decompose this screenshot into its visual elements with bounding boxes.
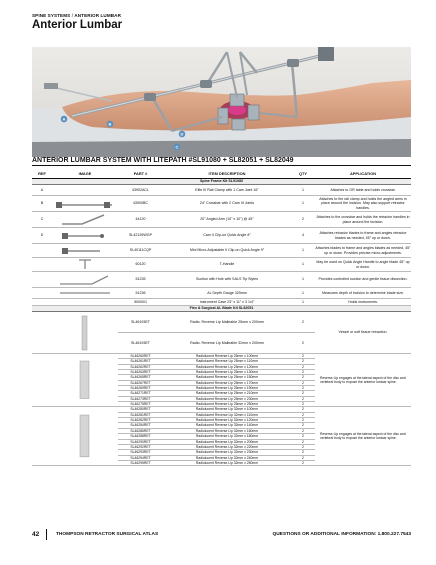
description-cell: Radiolucent Reverse Lip 32mm x 110mm — [163, 412, 291, 417]
part-cell: SL46193ET — [118, 312, 163, 333]
part-cell: SL46263RET — [118, 370, 163, 375]
breadcrumb-section[interactable]: SPINE SYSTEMS — [32, 13, 71, 18]
application-cell: Attaches blades to frame and angles blades as needed, 45° up or down. Provides precise micro-adjustments. — [315, 244, 411, 258]
description-cell: Radiolucent Reverse Lip 25mm x 210mm — [163, 391, 291, 396]
ref-cell: B — [32, 196, 52, 212]
part-cell: SL46288RET — [118, 434, 163, 439]
qty-cell: 2 — [291, 423, 315, 428]
micro-adjust-image — [52, 244, 118, 258]
reverse-lip-blade-icon — [52, 358, 118, 402]
suction-icon — [52, 272, 118, 287]
description-cell: Radiolucent Reverse Lip 25mm x 100mm — [163, 354, 291, 359]
description-cell: T-Handle — [163, 258, 291, 272]
callout-b-label: B — [108, 121, 112, 127]
table-row — [32, 196, 411, 212]
system-title: ANTERIOR LUMBAR SYSTEM WITH LITEPATH #SL91080 + SL82051 + SL82049 — [32, 157, 411, 166]
col-image: IMAGE — [52, 170, 118, 179]
retractor-setup-illustration — [32, 47, 411, 157]
qty-cell: 2 — [291, 402, 315, 407]
description-cell: Radiolucent Reverse Lip 32mm x 220mm — [163, 444, 291, 449]
qty-cell: 2 — [291, 333, 315, 354]
suction-image — [52, 272, 118, 288]
angled-arm-image — [52, 212, 118, 228]
description-cell: Radiolucent Reverse Lip 25mm x 230mm — [163, 396, 291, 401]
table-row — [32, 228, 411, 244]
description-cell: Radio. Reverse Lip Malleable 32mm x 200mm — [163, 333, 291, 354]
table-row — [32, 258, 411, 272]
kit-label: Flex & Surgical AL Blade Kit SL82051 — [32, 306, 411, 312]
table-header-row — [32, 170, 411, 179]
parts-table — [32, 170, 411, 466]
qty-cell: 1 — [291, 196, 315, 212]
malleable-blade-image — [52, 312, 118, 354]
ref-cell — [32, 244, 52, 258]
t-handle-image — [52, 258, 118, 272]
description-cell: Radiolucent Reverse Lip 32mm x 120mm — [163, 418, 291, 423]
part-cell: SL46265RET — [118, 375, 163, 380]
part-cell: SL46294RET — [118, 455, 163, 460]
page-title: Anterior Lumbar — [32, 19, 123, 31]
page-header — [32, 13, 412, 31]
description-cell: Radiolucent Reverse Lip 32mm x 240mm — [163, 455, 291, 460]
col-qty: QTY — [291, 170, 315, 179]
description-cell: Instrument Case 23" x 11" x 3 1/4" — [163, 299, 291, 306]
qty-cell: 1 — [291, 244, 315, 258]
application-cell: Attaches to OR table and holds crossbar. — [315, 185, 411, 196]
callout-c-label: C — [175, 144, 179, 150]
qty-cell: 1 — [291, 299, 315, 306]
ref-cell — [32, 299, 52, 306]
description-cell: 24" Crossbar with 2 Cam III Joints — [163, 196, 291, 212]
reverse-lip-blade-image — [52, 407, 118, 466]
part-cell: SL46286RET — [118, 428, 163, 433]
table-row — [32, 312, 411, 333]
ref-cell — [32, 354, 52, 407]
qty-cell: 2 — [291, 396, 315, 401]
ref-cell — [32, 312, 52, 354]
application-cell: Attaches to the crossbar and holds the retractor handles in place around the incision. — [315, 212, 411, 228]
description-cell: Radiolucent Reverse Lip 32mm x 230mm — [163, 450, 291, 455]
application-cell: May be used on Quick Angle Handle to angle blade 45° up or down. — [315, 258, 411, 272]
qty-cell: 2 — [291, 391, 315, 396]
qty-cell: 1 — [291, 258, 315, 272]
table-row — [32, 299, 411, 306]
part-cell: SL46261RET — [118, 359, 163, 364]
qty-cell: 2 — [291, 439, 315, 444]
reverse-lip-blade-image — [52, 354, 118, 407]
qty-cell: 2 — [291, 312, 315, 333]
qty-cell: 2 — [291, 460, 315, 465]
qty-cell: 2 — [291, 434, 315, 439]
description-cell: Radiolucent Reverse Lip 25mm x 170mm — [163, 380, 291, 385]
qty-cell: 1 — [291, 272, 315, 288]
part-cell: SL46262RET — [118, 364, 163, 369]
description-cell: Radiolucent Reverse Lip 32mm x 160mm — [163, 428, 291, 433]
callout-a-label: A — [62, 116, 66, 122]
part-cell: SL46284RET — [118, 423, 163, 428]
reverse-lip-blade-icon — [52, 412, 118, 460]
application-cell: Vessel or soft tissue retraction. — [315, 312, 411, 354]
case-image — [52, 299, 118, 306]
qty-cell: 2 — [291, 359, 315, 364]
part-cell: SL46293RET — [118, 450, 163, 455]
col-description: ITEM DESCRIPTION — [163, 170, 291, 179]
qty-cell: 2 — [291, 375, 315, 380]
application-cell: Reverse Lip engages at the lateral aspect of the disc and vertebral body to expose the anterior lumbar spine. — [315, 407, 411, 466]
part-cell: SL46282RET — [118, 418, 163, 423]
col-part: PART # — [118, 170, 163, 179]
malleable-blade-icon — [52, 313, 118, 353]
part-cell: SL46275RET — [118, 402, 163, 407]
qty-cell: 2 — [291, 380, 315, 385]
qty-cell: 2 — [291, 407, 315, 412]
application-cell: Attaches to the rail clamp and holds the angled arms in place around the incision. May also support retractor handles. — [315, 196, 411, 212]
micro-adjust-icon — [52, 244, 118, 257]
part-cell: 43902ACL — [118, 185, 163, 196]
qty-cell: 4 — [291, 228, 315, 244]
part-cell: SL46292RET — [118, 444, 163, 449]
part-cell: 43900BC — [118, 196, 163, 212]
description-cell: Radiolucent Reverse Lip 25mm x 190mm — [163, 386, 291, 391]
qty-cell: 2 — [291, 370, 315, 375]
part-cell: SL46281RET — [118, 412, 163, 417]
description-cell: Radiolucent Reverse Lip 32mm x 180mm — [163, 434, 291, 439]
description-cell: Cam II Clip-on Quick Angle 8° — [163, 228, 291, 244]
qty-cell: 1 — [291, 185, 315, 196]
part-cell: 51236 — [118, 288, 163, 299]
contact-info: QUESTIONS OR ADDITIONAL INFORMATION: 1.800.227.7543 — [272, 532, 411, 537]
description-cell: Radiolucent Reverse Lip 32mm x 140mm — [163, 423, 291, 428]
description-cell: Radiolucent Reverse Lip 25mm x 130mm — [163, 370, 291, 375]
description-cell: Radiolucent Reverse Lip 25mm x 250mm — [163, 402, 291, 407]
qty-cell: 2 — [291, 386, 315, 391]
table-row — [32, 272, 411, 288]
ref-cell — [32, 258, 52, 272]
rail-clamp-image — [52, 185, 118, 196]
ref-cell — [32, 272, 52, 288]
description-cell: 20" Angled Arm (10" x 10") @ 45° — [163, 212, 291, 228]
ref-cell — [32, 288, 52, 299]
ref-cell — [32, 407, 52, 466]
breadcrumb-separator: / — [71, 13, 74, 18]
part-cell: SL46273RET — [118, 396, 163, 401]
atlas-title: THOMPSON RETRACTOR SURGICAL ATLAS — [56, 532, 159, 537]
application-cell: Holds instruments. — [315, 299, 411, 306]
qty-cell: 2 — [291, 428, 315, 433]
application-cell: Attaches retractor blades to frame and angles retractor blades as needed, 45° up or down. — [315, 228, 411, 244]
qty-cell: 2 — [291, 418, 315, 423]
table-row — [32, 288, 411, 299]
qty-cell: 2 — [291, 455, 315, 460]
page-number: 42 — [32, 531, 40, 538]
description-cell: Mini Micro-Adjustable II Clip-on Quick Angle 9° — [163, 244, 291, 258]
part-cell: 50000G — [118, 299, 163, 306]
part-cell: SL42126WGP — [118, 228, 163, 244]
description-cell: Radio. Reverse Lip Malleable 25mm x 200mm — [163, 312, 291, 333]
application-cell: Measures depth of incision to determine blade size. — [315, 288, 411, 299]
qty-cell: 2 — [291, 364, 315, 369]
part-cell: 51235 — [118, 272, 163, 288]
breadcrumb-page: ANTERIOR LUMBAR — [74, 13, 121, 18]
description-cell: Radiolucent Reverse Lip 25mm x 110mm — [163, 359, 291, 364]
kit-label: Spine Frame Kit SL91080 — [32, 179, 411, 185]
part-cell: SL40111CQP — [118, 244, 163, 258]
table-row — [32, 185, 411, 196]
ref-cell: A — [32, 185, 52, 196]
crossbar-image — [52, 196, 118, 212]
angled-arm-icon — [52, 212, 118, 227]
ref-cell: C — [32, 212, 52, 228]
description-cell: Radiolucent Reverse Lip 32mm x 250mm — [163, 460, 291, 465]
application-cell: Provides controlled suction and gentle tissue dissection. — [315, 272, 411, 288]
callout-d-label: D — [180, 131, 184, 137]
qty-cell: 2 — [291, 212, 315, 228]
description-cell: Radiolucent Reverse Lip 25mm x 120mm — [163, 364, 291, 369]
description-cell: Suction with Hole with SALS Tip Styles — [163, 272, 291, 288]
application-cell: Reverse Lip engages at the lateral aspect of the disc and vertebral body to expose the anterior lumbar spine. — [315, 354, 411, 407]
part-cell: SL46280RET — [118, 407, 163, 412]
depth-gauge-image — [52, 288, 118, 299]
qty-cell: 2 — [291, 450, 315, 455]
footer-divider — [46, 529, 47, 540]
description-cell: Elite III Rail Clamp with 1 Cam Joint 16" — [163, 185, 291, 196]
table-row — [32, 244, 411, 258]
quick-angle-image — [52, 228, 118, 244]
ref-cell: D — [32, 228, 52, 244]
breadcrumb — [32, 13, 412, 18]
surgical-setup-photo — [32, 47, 411, 157]
part-cell: SL46269RET — [118, 386, 163, 391]
qty-cell: 2 — [291, 354, 315, 359]
col-ref: REF — [32, 170, 52, 179]
t-handle-icon — [52, 258, 118, 271]
quick-angle-icon — [52, 228, 118, 243]
part-cell: 44120 — [118, 212, 163, 228]
part-cell: SL46193ET — [118, 333, 163, 354]
qty-cell: 2 — [291, 412, 315, 417]
description-cell: Radiolucent Reverse Lip 32mm x 100mm — [163, 407, 291, 412]
table-row — [32, 212, 411, 228]
part-cell: SL46267RET — [118, 380, 163, 385]
part-cell: SL46290RET — [118, 439, 163, 444]
description-cell: AL Depth Gauge 325mm — [163, 288, 291, 299]
description-cell: Radiolucent Reverse Lip 25mm x 150mm — [163, 375, 291, 380]
qty-cell: 2 — [291, 444, 315, 449]
crossbar-icon — [52, 196, 118, 211]
qty-cell: 1 — [291, 288, 315, 299]
depth-gauge-icon — [52, 288, 118, 298]
col-application: APPLICATION — [315, 170, 411, 179]
part-cell: SL46295RET — [118, 460, 163, 465]
part-cell: SL46260RET — [118, 354, 163, 359]
part-cell: 60120 — [118, 258, 163, 272]
table-row — [32, 407, 411, 412]
table-row — [32, 354, 411, 359]
blade-rows — [32, 354, 411, 466]
description-cell: Radiolucent Reverse Lip 32mm x 200mm — [163, 439, 291, 444]
part-cell: SL46271RET — [118, 391, 163, 396]
